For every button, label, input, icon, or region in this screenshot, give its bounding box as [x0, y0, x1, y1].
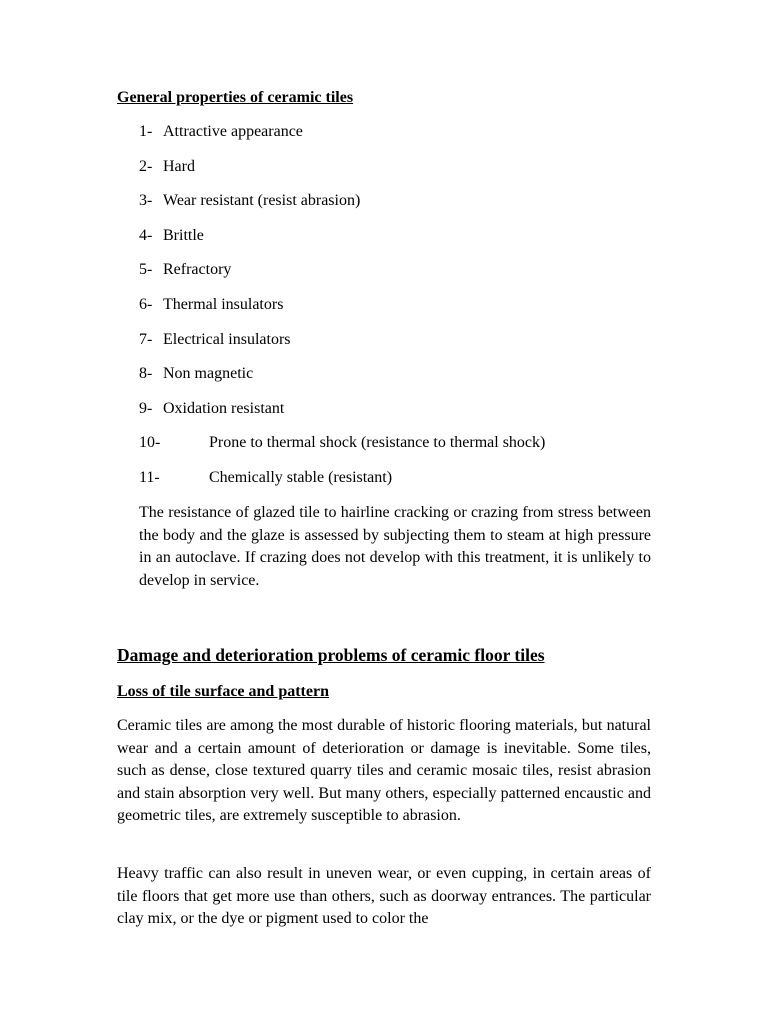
list-item-number: 9- — [139, 399, 153, 417]
list-item-text: Attractive appearance — [163, 123, 303, 140]
list-item-text: Thermal insulators — [163, 295, 284, 313]
list-item-text: Hard — [163, 157, 195, 175]
durability-paragraph: Ceramic tiles are among the most durable of historic flooring materials, but natural wear and a certain amount of deterioration or damage is inevitable. Some tiles, such as dense, close textured quarry tiles and ceramic mosaic tiles, resist abrasion and stain absorption very well. But many others, especially patterned encaustic and geometric tiles, are extremely susceptible to abrasion. — [117, 717, 651, 824]
list-item-text: Oxidation resistant — [163, 399, 285, 417]
list-item-text: Brittle — [163, 226, 204, 244]
list-item — [139, 157, 545, 192]
section-heading-general-properties: General properties of ceramic tiles — [117, 89, 354, 106]
properties-list — [139, 122, 545, 503]
list-item-number: 6- — [139, 295, 153, 313]
list-item-number: 8- — [139, 365, 153, 383]
list-item — [139, 468, 545, 503]
list-item — [139, 364, 545, 399]
list-item-text: Refractory — [163, 261, 232, 279]
list-item-text: Wear resistant (resist abrasion) — [163, 192, 361, 210]
list-item-number: 4- — [139, 226, 153, 244]
list-item — [139, 295, 545, 330]
section-heading-damage: Damage and deterioration problems of ceramic floor tiles — [117, 645, 545, 665]
list-item-number: 2- — [139, 157, 153, 175]
list-item-number: 3- — [139, 192, 153, 210]
list-item — [139, 226, 545, 261]
list-item-number: 10- — [139, 434, 161, 452]
list-item — [139, 191, 545, 226]
list-item — [139, 399, 545, 434]
list-item-text: Chemically stable (resistant) — [209, 468, 393, 486]
list-item — [139, 433, 545, 468]
list-item-text: Non magnetic — [163, 365, 254, 383]
list-item-number: 5- — [139, 261, 153, 279]
crazing-paragraph: The resistance of glazed tile to hairline cracking or crazing from stress between the body and the glaze is assessed by subjecting them to steam at high pressure in an autoclave. If crazing does not develop with this treatment, it is unlikely to develop in service. — [139, 504, 651, 589]
list-item — [139, 330, 545, 365]
subheading-loss-of-surface: Loss of tile surface and pattern — [117, 683, 329, 700]
list-item-text: Electrical insulators — [163, 330, 291, 348]
list-item-number: 1- — [139, 123, 153, 140]
heavy-traffic-paragraph: Heavy traffic can also result in uneven wear, or even cupping, in certain areas of tile floors that get more use than others, such as doorway entrances. The particular clay mix, or the dye or pigment used to color the — [117, 865, 651, 927]
list-item-text: Prone to thermal shock (resistance to thermal shock) — [209, 434, 546, 452]
list-item-number: 7- — [139, 330, 153, 348]
list-item-number: 11- — [139, 468, 160, 486]
list-item — [139, 260, 545, 295]
list-item — [139, 122, 545, 157]
